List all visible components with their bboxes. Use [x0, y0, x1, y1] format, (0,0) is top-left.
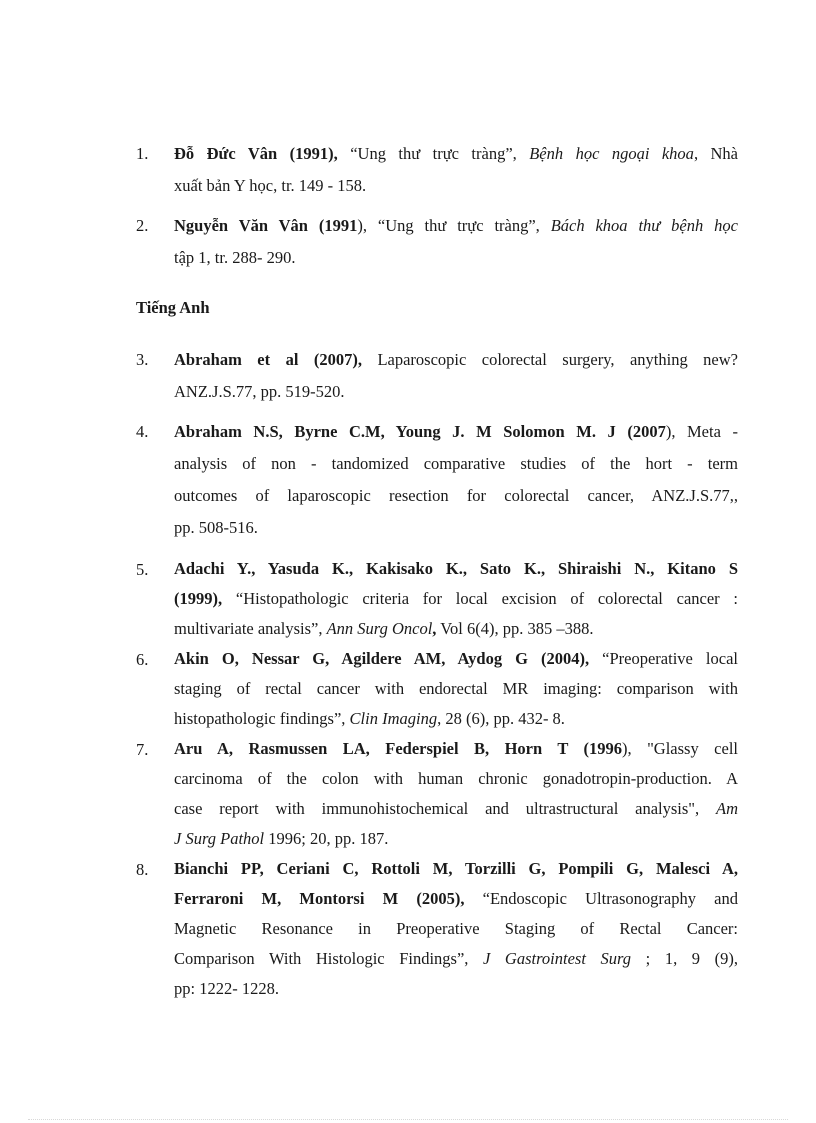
reference-line: [174, 376, 738, 408]
reference-line: [174, 974, 738, 1004]
reference-journal-run: Bệnh học ngoại khoa: [529, 144, 694, 163]
reference-text-run: Comparison With Histologic Findings”,: [174, 949, 484, 968]
reference-line: [174, 242, 738, 274]
reference-author-run: Aru A, Rasmussen LA, Federspiel B, Horn T (1996: [174, 739, 622, 758]
reference-text: [174, 554, 738, 644]
reference-line: [174, 448, 738, 480]
reference-number: 2.: [136, 216, 149, 235]
reference-text-run: ), "Glassy cell: [622, 739, 738, 758]
reference-line: [174, 554, 738, 584]
reference-journal-run: Ann Surg Oncol: [326, 619, 433, 638]
reference-text-run: ANZ.J.S.77, pp. 519-520.: [174, 382, 345, 401]
reference-number: 7.: [136, 740, 149, 759]
reference-journal-run: Bách khoa thư bệnh học: [550, 216, 738, 235]
reference-text: [174, 210, 738, 274]
reference-line: [174, 170, 738, 202]
reference-text-run: “Preoperative local: [589, 649, 738, 668]
reference-author-run: (1999),: [174, 589, 223, 608]
reference-author-run: Nguyễn Văn Vân (1991: [174, 216, 358, 235]
reference-text-run: , Nhà: [693, 144, 738, 163]
reference-text-run: Magnetic Resonance in Preoperative Staging of Rectal Cancer:: [174, 919, 738, 938]
reference-journal-run: J Surg Pathol: [174, 829, 265, 848]
reference-text: [174, 138, 738, 202]
reference-line: [174, 794, 738, 824]
reference-line: [174, 416, 738, 448]
reference-text-run: tập 1, tr. 288- 290.: [174, 248, 296, 267]
reference-text-run: Laparoscopic colorectal surgery, anything new?: [361, 350, 738, 369]
reference-line: [174, 210, 738, 242]
reference-number: 4.: [136, 422, 149, 441]
reference-author-run: Abraham N.S, Byrne C.M, Young J. M Solomon M. J (2007: [174, 422, 666, 441]
reference-text-run: ), “Ung thư trực tràng”,: [357, 216, 551, 235]
reference-line: [174, 480, 738, 512]
reference-text-run: 1996; 20, pp. 187.: [264, 829, 389, 848]
reference-text: [174, 416, 738, 544]
reference-text-run: pp: 1222- 1228.: [174, 979, 279, 998]
reference-line: [174, 512, 738, 544]
reference-text-run: analysis of non - tandomized comparative studies of the hort - term: [174, 454, 738, 473]
reference-text: [174, 734, 738, 854]
section-heading: Tiếng Anh: [136, 298, 210, 317]
reference-number: 8.: [136, 860, 149, 879]
reference-text-run: pp. 508-516.: [174, 518, 258, 537]
reference-line: [174, 644, 738, 674]
reference-line: [174, 734, 738, 764]
reference-journal-run: Clin Imaging: [349, 709, 438, 728]
reference-journal-run: Am: [716, 799, 738, 818]
reference-text-run: , 28 (6), pp. 432- 8.: [437, 709, 565, 728]
reference-text: [174, 854, 738, 1004]
reference-author-run: Abraham et al (2007),: [174, 350, 362, 369]
reference-number: 5.: [136, 560, 149, 579]
reference-number: 3.: [136, 350, 149, 369]
reference-line: [174, 764, 738, 794]
reference-line: [174, 138, 738, 170]
reference-number: 1.: [136, 144, 149, 163]
reference-line: [174, 944, 738, 974]
reference-line: [174, 584, 738, 614]
reference-line: [174, 824, 738, 854]
reference-line: [174, 344, 738, 376]
reference-text-run: ; 1, 9 (9),: [631, 949, 738, 968]
reference-text-run: “Histopathologic criteria for local excision of colorectal cancer :: [222, 589, 738, 608]
reference-number: 6.: [136, 650, 149, 669]
reference-line: [174, 704, 738, 734]
page-bottom-divider: [28, 1119, 788, 1120]
reference-author-run: ,: [432, 619, 437, 638]
reference-line: [174, 884, 738, 914]
reference-line: [174, 854, 738, 884]
reference-text: [174, 344, 738, 408]
reference-text-run: case report with immunohistochemical and ultrastructural analysis",: [174, 799, 716, 818]
reference-text-run: carcinoma of the colon with human chronic gonadotropin-production. A: [174, 769, 738, 788]
reference-text-run: xuất bản Y học, tr. 149 - 158.: [174, 176, 367, 195]
reference-line: [174, 674, 738, 704]
reference-text-run: multivariate analysis”,: [174, 619, 327, 638]
reference-author-run: Akin O, Nessar G, Agildere AM, Aydog G (2004),: [174, 649, 590, 668]
reference-line: [174, 614, 738, 644]
reference-line: [174, 914, 738, 944]
reference-author-run: Đỗ Đức Vân (1991),: [174, 144, 338, 163]
reference-text-run: histopathologic findings”,: [174, 709, 350, 728]
reference-author-run: Adachi Y., Yasuda K., Kakisako K., Sato K., Shiraishi N., Kitano S: [174, 559, 738, 578]
reference-text-run: Vol 6(4), pp. 385 –388.: [436, 619, 594, 638]
reference-author-run: Bianchi PP, Ceriani C, Rottoli M, Torzilli G, Pompili G, Malesci A,: [174, 859, 738, 878]
reference-text: [174, 644, 738, 734]
reference-text-run: “Ung thư trực tràng”,: [337, 144, 530, 163]
reference-journal-run: J Gastrointest Surg: [483, 949, 632, 968]
reference-author-run: Ferraroni M, Montorsi M (2005),: [174, 889, 465, 908]
reference-text-run: “Endoscopic Ultrasonography and: [464, 889, 738, 908]
reference-text-run: staging of rectal cancer with endorectal MR imaging: comparison with: [174, 679, 738, 698]
reference-text-run: outcomes of laparoscopic resection for colorectal cancer, ANZ.J.S.77,,: [174, 486, 738, 505]
reference-text-run: ), Meta -: [665, 422, 738, 441]
